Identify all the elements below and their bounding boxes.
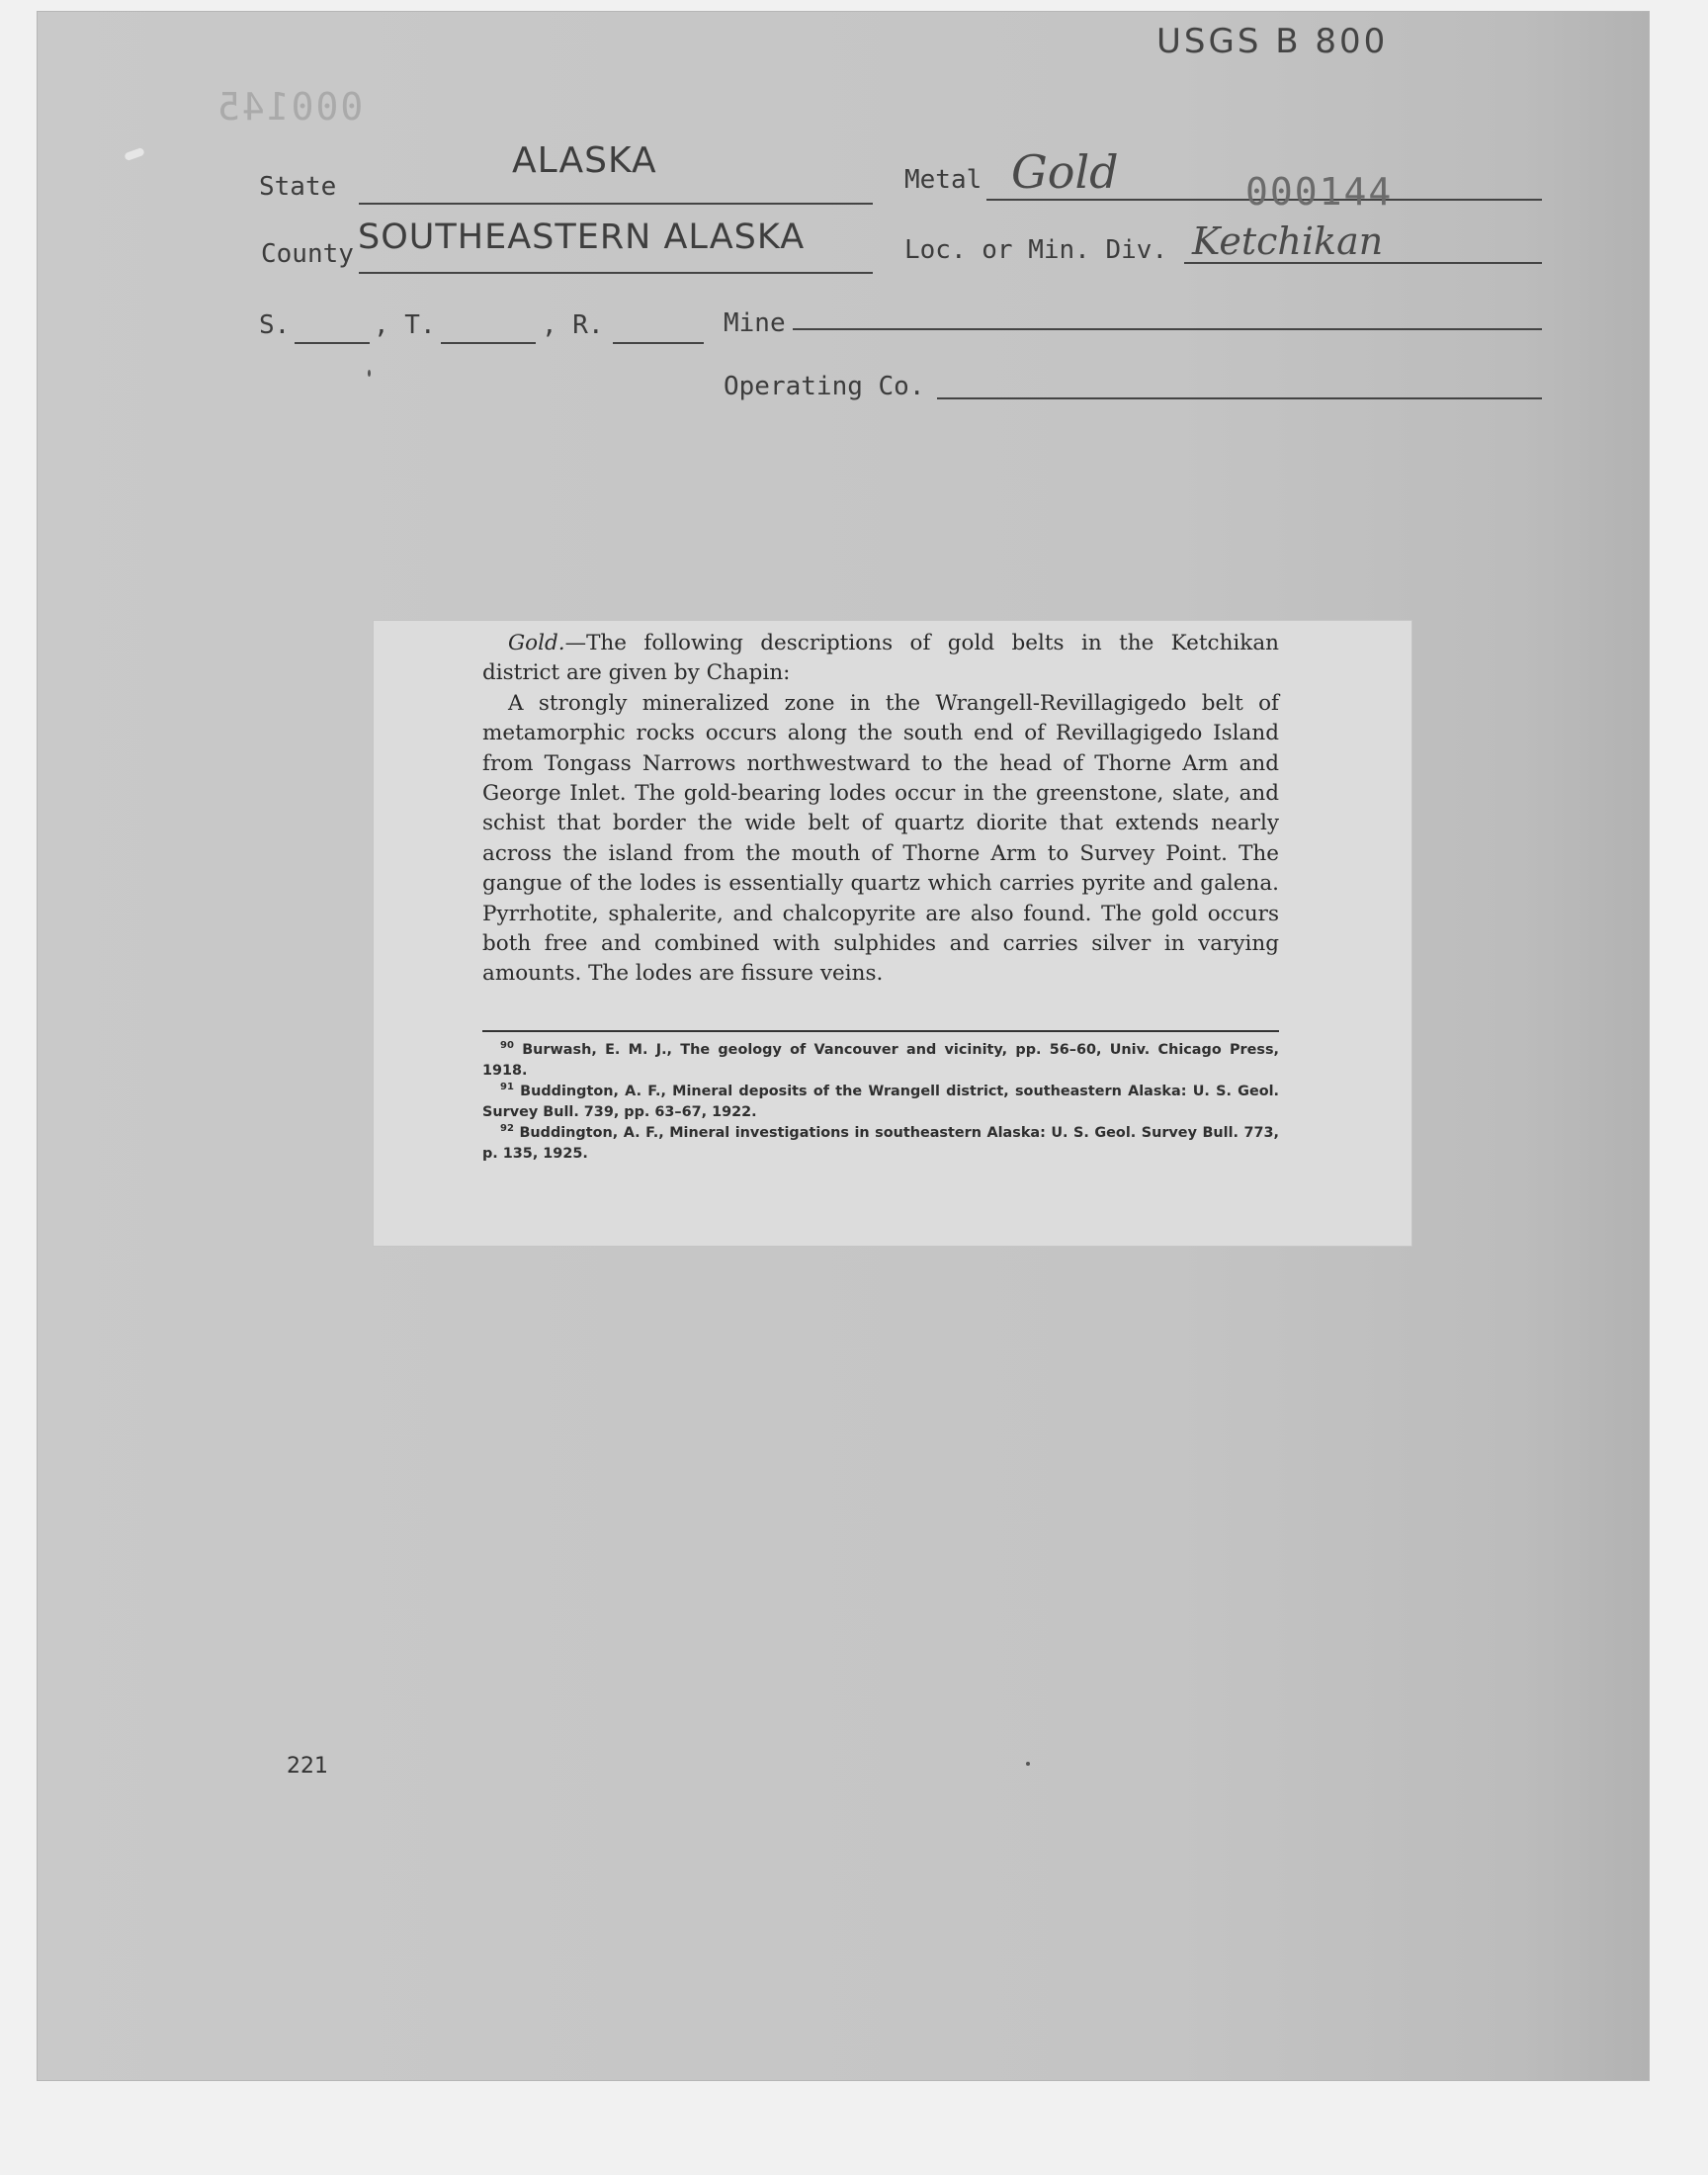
- mine-line: [793, 328, 1542, 330]
- loc-label: Loc. or Min. Div.: [904, 235, 1168, 265]
- range-line: [613, 342, 704, 344]
- state-label: State: [259, 172, 337, 202]
- footnote: $^{92}$ Buddington, A. F., Mineral investigations in southeastern Alaska: U. S. Geol. Survey Bull. 773, p. 135, 1925.: [482, 1123, 1280, 1162]
- mine-label: Mine: [724, 308, 786, 338]
- stamp-number: 000144: [1245, 170, 1394, 214]
- state-value: ALASKA: [512, 140, 657, 181]
- section-line: [295, 342, 370, 344]
- footnotes: [482, 1040, 1279, 1165]
- metal-label: Metal: [904, 165, 982, 195]
- township-line: [441, 342, 536, 344]
- record-card: [38, 12, 1649, 2080]
- range-label: , R.: [542, 310, 604, 340]
- paper-blemish: [124, 147, 145, 161]
- speck: [368, 370, 371, 377]
- speck: [1026, 1762, 1030, 1766]
- county-label: County: [261, 239, 354, 269]
- footnote-divider: [482, 1030, 1279, 1032]
- document-code: USGS B 800: [1156, 22, 1389, 61]
- county-line: [359, 272, 873, 274]
- text-clipping: [374, 621, 1411, 1246]
- clipping-heading: Gold.: [508, 631, 565, 655]
- clipping-text: [482, 629, 1279, 990]
- metal-value: Gold: [1011, 145, 1119, 199]
- county-value: SOUTHEASTERN ALASKA: [358, 218, 806, 257]
- state-line: [359, 203, 873, 205]
- footnote: $^{91}$ Buddington, A. F., Mineral deposits of the Wrangell district, southeastern Alaska: U. S. Geol. Survey Bull. 739, pp. 63–67, 1922.: [482, 1082, 1280, 1120]
- bleed-through-number: 000145: [215, 85, 364, 129]
- clipping-body: A strongly mineralized zone in the Wrangell-Revillagigedo belt of metamorphic rocks occurs along the south end of Revillagigedo Island from Tongass Narrows northwestward to the head of Thorne Arm and George Inlet. The gold-bearing lodes occur in the greenstone, slate, and schist that border the wide belt of quartz diorite that extends nearly across the island from the mouth of Thorne Arm to Survey Point. The gangue of the lodes is essentially quartz which carries pyrite and galena. Pyrrhotite, sphalerite, and chalcopyrite are also found. The gold occurs both free and combined with sulphides and carries silver in varying amounts. The lodes are fissure veins.: [482, 690, 1279, 987]
- page-number: 221: [287, 1754, 328, 1779]
- operating-co-line: [937, 397, 1542, 399]
- section-label: S.: [259, 310, 291, 340]
- township-label: , T.: [374, 310, 436, 340]
- clipping-intro: —The following descriptions of gold belts in the Ketchikan district are given by Chapin:: [482, 631, 1279, 686]
- footnote: $^{90}$ Burwash, E. M. J., The geology of Vancouver and vicinity, pp. 56–60, Univ. Chicago Press, 1918.: [482, 1040, 1279, 1079]
- operating-co-label: Operating Co.: [724, 372, 925, 401]
- loc-value: Ketchikan: [1192, 219, 1384, 263]
